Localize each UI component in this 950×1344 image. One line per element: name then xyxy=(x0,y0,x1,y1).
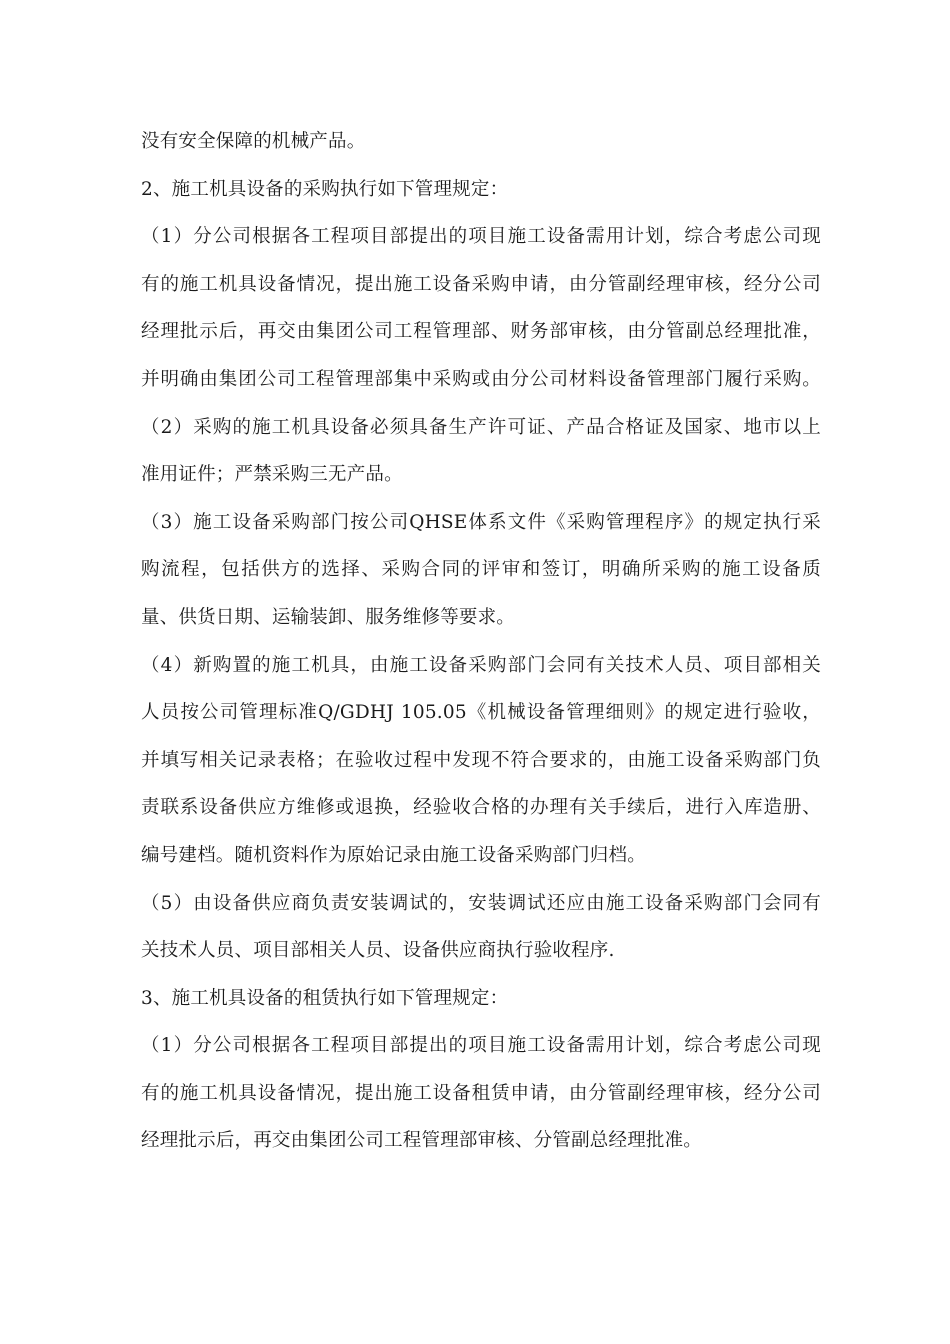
text-line: 准用证件；严禁采购三无产品。 xyxy=(141,464,403,486)
text-line: （3）施工设备采购部门按公司QHSE体系文件《采购管理程序》的规定执行采 xyxy=(141,511,821,533)
text-line: （1）分公司根据各工程项目部提出的项目施工设备需用计划，综合考虑公司现 xyxy=(141,1035,821,1057)
text-line: 关技术人员、项目部相关人员、设备供应商执行验收程序. xyxy=(141,940,615,962)
text-line: （4）新购置的施工机具，由施工设备采购部门会同有关技术人员、项目部相关 xyxy=(141,654,821,676)
text-line: 并明确由集团公司工程管理部集中采购或由分公司材料设备管理部门履行采购。 xyxy=(141,368,821,390)
text-line: 人员按公司管理标准Q/GDHJ 105.05《机械设备管理细则》的规定进行验收， xyxy=(141,702,821,724)
section-heading: 2、施工机具设备的采购执行如下管理规定： xyxy=(141,178,509,200)
text-line: 责联系设备供应方维修或退换，经验收合格的办理有关手续后，进行入库造册、 xyxy=(141,797,821,819)
text-line: （1）分公司根据各工程项目部提出的项目施工设备需用计划，综合考虑公司现 xyxy=(141,226,821,248)
text-line: 购流程，包括供方的选择、采购合同的评审和签订，明确所采购的施工设备质 xyxy=(141,559,821,581)
text-line: （2）采购的施工机具设备必须具备生产许可证、产品合格证及国家、地市以上 xyxy=(141,416,821,438)
text-line: 有的施工机具设备情况，提出施工设备租赁申请，由分管副经理审核，经分公司 xyxy=(141,1082,821,1104)
text-line: 量、供货日期、运输装卸、服务维修等要求。 xyxy=(141,606,516,628)
section-heading: 3、施工机具设备的租赁执行如下管理规定： xyxy=(141,987,509,1009)
text-line: 编号建档。随机资料作为原始记录由施工设备采购部门归档。 xyxy=(141,844,646,866)
text-line: 有的施工机具设备情况，提出施工设备采购申请，由分管副经理审核，经分公司 xyxy=(141,273,821,295)
text-line: 经理批示后，再交由集团公司工程管理部、财务部审核，由分管副总经理批准， xyxy=(141,321,821,343)
document-body xyxy=(141,118,821,1165)
text-line: （5）由设备供应商负责安装调试的，安装调试还应由施工设备采购部门会同有 xyxy=(141,892,821,914)
text-line: 经理批示后，再交由集团公司工程管理部审核、分管副总经理批准。 xyxy=(141,1130,703,1152)
text-line: 没有安全保障的机械产品。 xyxy=(141,131,366,152)
text-line: 并填写相关记录表格；在验收过程中发现不符合要求的，由施工设备采购部门负 xyxy=(141,749,821,771)
